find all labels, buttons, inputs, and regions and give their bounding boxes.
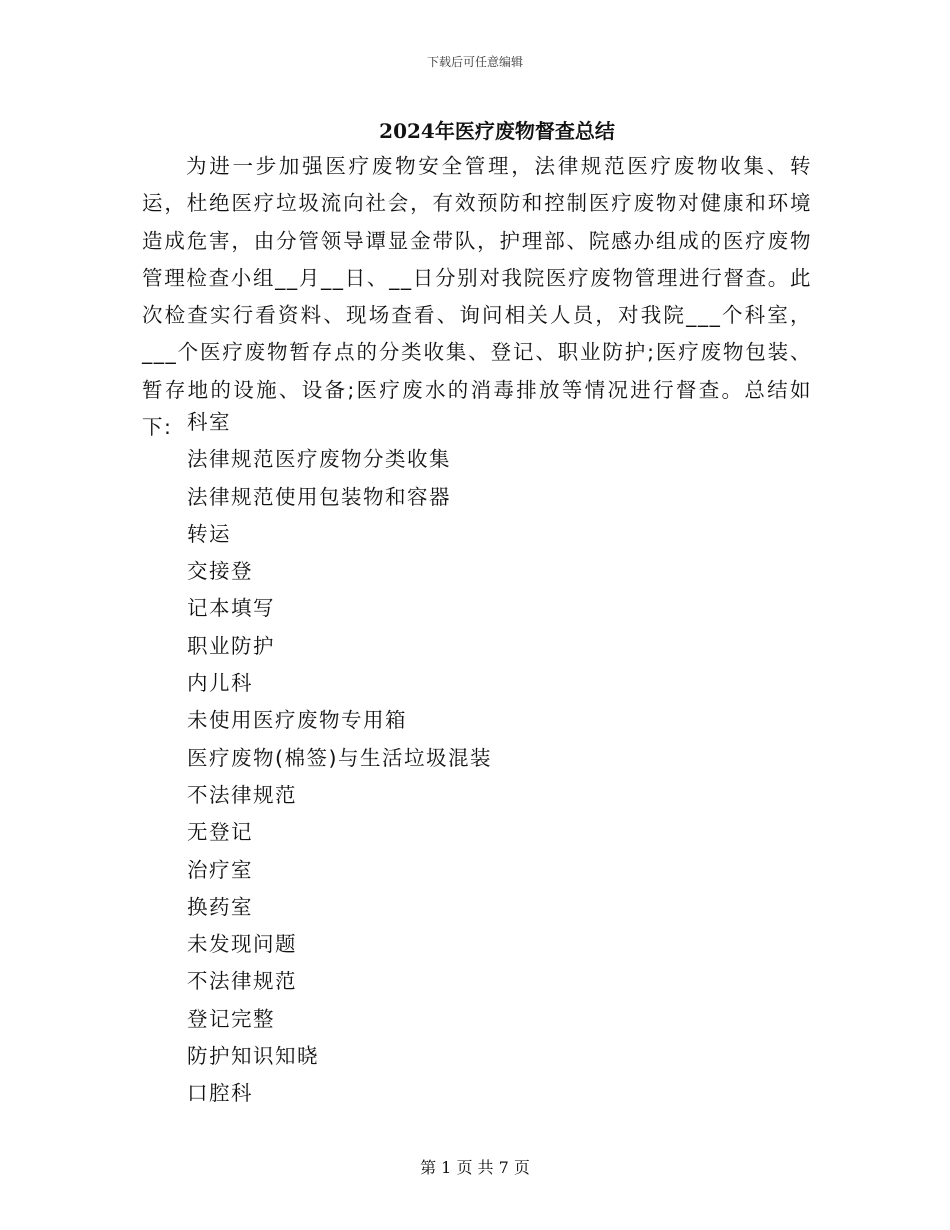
list-item: 职业防护 (187, 633, 275, 658)
list-item: 记本填写 (187, 596, 275, 621)
list-item: 换药室 (187, 894, 253, 919)
list-item: 转运 (187, 521, 231, 546)
intro-paragraph: 为进一步加强医疗废物安全管理，法律规范医疗废物收集、转运，杜绝医疗垃圾流向社会，有效预防和控制医疗废物对健康和环境造成危害，由分管领导谭显金带队，护理部、院感办组成的医疗废物管理检查小组__月__日、__日分别对我院医疗废物管理进行督查。此次检查实行看资料、现场查看、询问相关人员，对我院___个科室，___个医疗废物暂存点的分类收集、登记、职业防护;医疗废物包装、暂存地的设施、设备;医疗废水的消毒排放等情况进行督查。总结如下: (142, 154, 812, 440)
list-item: 法律规范使用包装物和容器 (187, 484, 451, 509)
document-title: 2024年医疗废物督查总结 (379, 119, 615, 143)
list-item: 交接登 (187, 559, 253, 584)
list-item: 法律规范医疗废物分类收集 (187, 447, 451, 472)
item-list (187, 404, 492, 1113)
list-item: 口腔科 (187, 1081, 253, 1106)
list-item: 无登记 (187, 820, 253, 845)
list-item: 科室 (187, 410, 231, 434)
list-item: 医疗废物(棉签)与生活垃圾混装 (187, 745, 492, 770)
list-item: 不法律规范 (187, 782, 297, 807)
list-item: 治疗室 (187, 857, 253, 882)
list-item: 未发现问题 (187, 932, 297, 957)
list-item: 防护知识知晓 (187, 1044, 319, 1069)
list-item: 不法律规范 (187, 969, 297, 994)
page-number: 第 1 页 共 7 页 (420, 1158, 530, 1177)
list-item: 登记完整 (187, 1006, 275, 1031)
page-header-note: 下载后可任意编辑 (426, 55, 523, 69)
list-item: 未使用医疗废物专用箱 (187, 708, 407, 733)
list-item: 内儿科 (187, 671, 253, 696)
